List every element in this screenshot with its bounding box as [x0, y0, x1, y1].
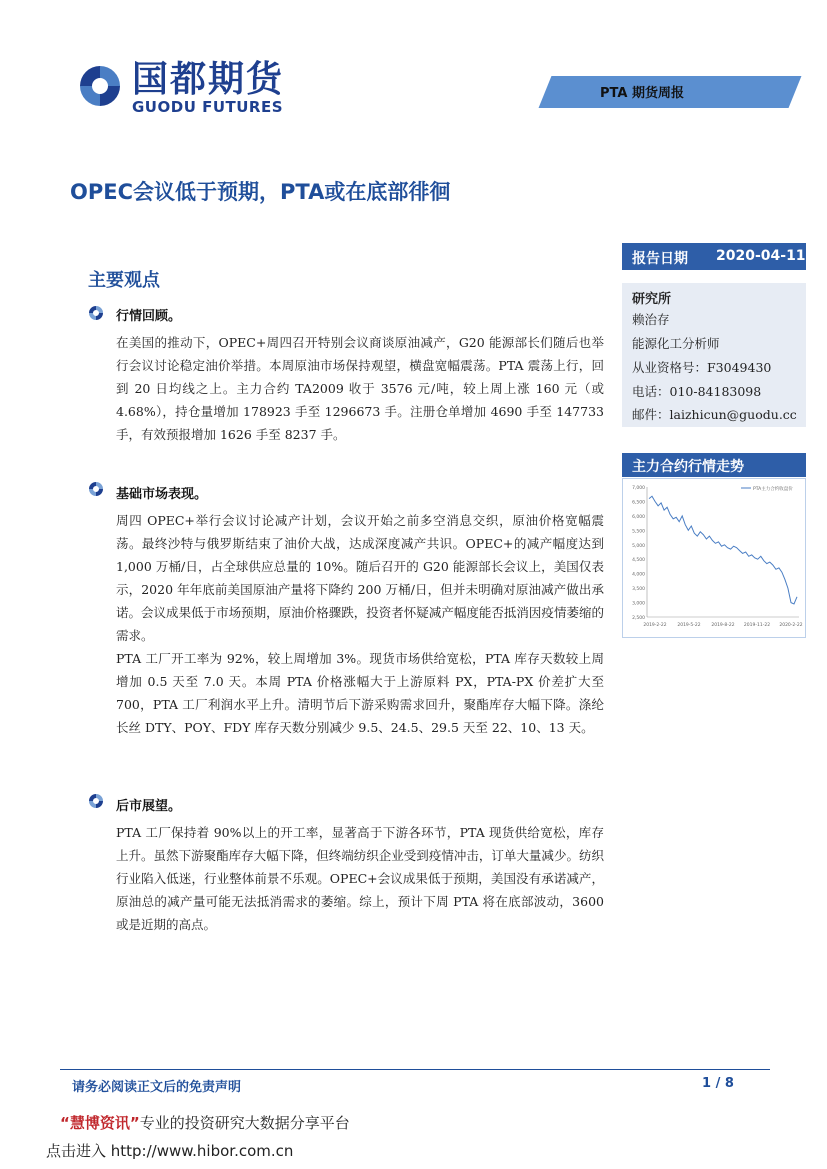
institute-label: 研究所	[632, 292, 672, 307]
section-bullet-icon	[88, 481, 104, 497]
analyst-name: 赖治存	[632, 312, 670, 327]
page-number: 1 / 8	[702, 1076, 734, 1091]
chart-y-tick-label: 4,000	[632, 572, 645, 578]
report-title: OPEC会议低于预期，PTA或在底部徘徊	[70, 180, 451, 204]
paragraph-fundamentals-1: 周四 OPEC+举行会议讨论减产计划，会议开始之前多空消息交织，原油价格宽幅震荡。最终沙特与俄罗斯结束了油价大战，达成深度减产共识。OPEC+的减产幅度达到 1,000 万桶/日，占全球供应总量的 10%。随后召开的 G20 能源部长会议上，美国仅表示，2020 年年底前美国原油产量将下降约 200 万桶/日，但并未明确对原油减产做出承诺。会议成果低于市场预期，原油价格骤跌，投资者怀疑减产幅度能否抵消因疫情萎缩的需求。	[116, 513, 604, 643]
chart-y-tick-label: 2,500	[632, 616, 645, 621]
report-date-label: 报告日期	[632, 251, 688, 267]
chart-y-tick-label: 5,000	[632, 543, 645, 549]
section-bullet-icon	[88, 793, 104, 809]
chart-y-tick-label: 3,500	[632, 587, 645, 593]
promo-text: 专业的投资研究大数据分享平台	[139, 1114, 350, 1132]
chart-x-tick-label: 2019-5-22	[677, 623, 701, 628]
report-tag-label: PTA 期货周报	[600, 86, 684, 101]
analyst-email: 邮件：laizhicun@guodu.cc	[632, 407, 797, 422]
chart-y-tick-label: 6,500	[632, 500, 645, 506]
chart-x-tick-label: 2019-8-22	[711, 623, 735, 628]
paragraph-market-review: 在美国的推动下，OPEC+周四召开特别会议商谈原油减产，G20 能源部长们随后也举行会议讨论稳定油价举措。本周原油市场保持观望，横盘宽幅震荡。PTA 震荡上行，回到 20 日均线之上。主力合约 TA2009 收于 3576 元/吨，较上周上涨 160 元（或 4.68%），持仓量增加 178923 手至 1296673 手。注册仓单增加 4690 手至 147733 手，有效预报增加 1626 手至 8237 手。	[116, 335, 604, 442]
chart-heading: 主力合约行情走势	[632, 459, 744, 475]
price-chart	[622, 478, 806, 638]
analyst-license: 从业资格号：F3049430	[632, 360, 772, 375]
promo-brand: “慧博资讯”	[60, 1114, 140, 1132]
chart-x-tick-label: 2019-2-22	[643, 623, 667, 628]
section-label-outlook: 后市展望。	[116, 799, 182, 814]
section-bullet-icon	[88, 305, 104, 321]
chart-x-tick-label: 2020-2-22	[779, 623, 803, 628]
report-date-bar	[622, 243, 806, 270]
chart-y-tick-label: 3,000	[632, 601, 645, 607]
chart-y-tick-label: 6,000	[632, 514, 645, 520]
chart-series-line	[649, 496, 797, 604]
logo-english: GUODU FUTURES	[132, 98, 284, 116]
paragraph-fundamentals-2: PTA 工厂开工率为 92%，较上周增加 3%。现货市场供给宽松，PTA 库存天数较上周增加 0.5 天至 7.0 天。本周 PTA 价格涨幅大于上游原料 PX，PTA-PX 价差扩大至 700，PTA 工厂利润水平上升。清明节后下游采购需求回升，聚酯库存大幅下降。涤纶长丝 DTY、POY、FDY 库存天数分别减少 9.5、24.5、29.5 天至 22、10、13 天。	[116, 651, 604, 735]
analyst-title: 能源化工分析师	[632, 336, 720, 351]
chart-heading-bar	[622, 453, 806, 477]
footer-divider	[60, 1069, 770, 1070]
guodu-logo-icon	[78, 64, 122, 108]
analyst-phone: 电话：010-84183098	[632, 384, 762, 399]
chart-y-tick-label: 4,500	[632, 558, 645, 564]
logo-chinese: 国都期货	[132, 59, 285, 100]
main-points-heading: 主要观点	[88, 270, 160, 291]
chart-y-tick-label: 5,500	[632, 529, 645, 535]
disclaimer-notice: 请务必阅读正文后的免责声明	[72, 1080, 242, 1095]
promo-link[interactable]: 点击进入 http://www.hibor.com.cn	[46, 1142, 294, 1160]
paragraph-outlook: PTA 工厂保持着 90%以上的开工率，显著高于下游各环节，PTA 现货供给宽松，库存上升。虽然下游聚酯库存大幅下降，但终端纺织企业受到疫情冲击，订单大量减少。纺织行业陷入低迷，行业整体前景不乐观。OPEC+会议成果低于预期，美国没有承诺减产，原油总的减产量可能无法抵消需求的萎缩。综上，预计下周 PTA 将在底部波动，3600 或是近期的高点。	[116, 825, 604, 932]
report-date-value: 2020-04-11	[716, 248, 806, 264]
section-label-fundamentals: 基础市场表现。	[116, 487, 208, 502]
section-label-market-review: 行情回顾。	[116, 309, 182, 324]
price-chart-svg	[623, 479, 805, 637]
chart-legend-label: PTA主力合约收盘价	[753, 487, 793, 492]
promo-line	[60, 1112, 350, 1133]
chart-y-tick-label: 7,000	[632, 486, 645, 491]
chart-x-tick-label: 2019-11-22	[743, 623, 771, 628]
